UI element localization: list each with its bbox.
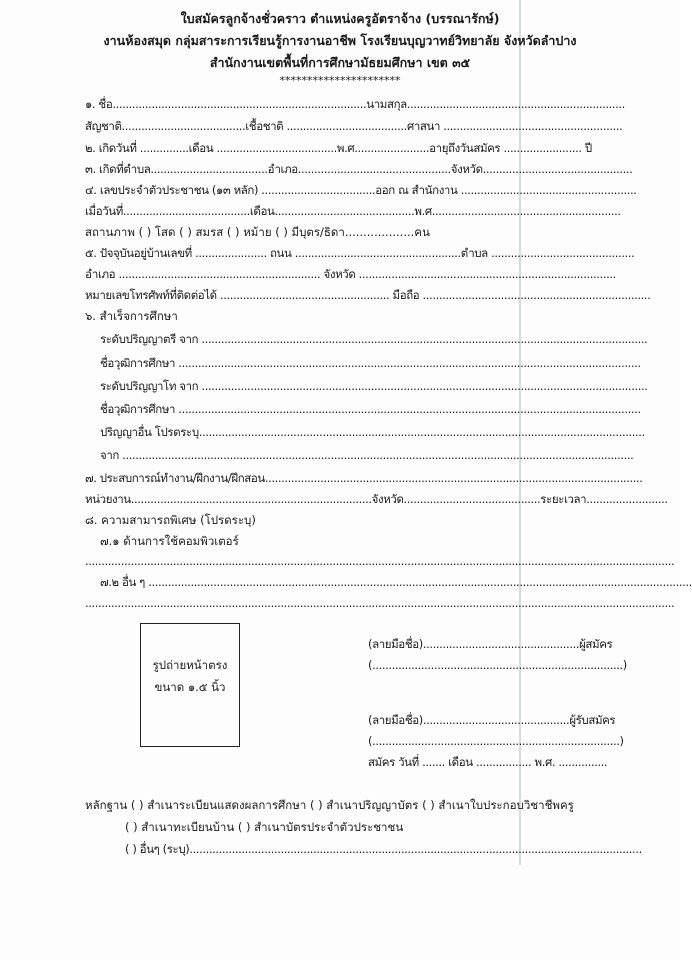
form-office: สำนักงานเขตพื้นที่การศึกษามัธยมศึกษา เขต ๓๕ [209,55,471,70]
id-card-field[interactable]: ๔. เลขประจำตัวประชาชน (๑๓ หลัก) ...................................ออก ณ สำนักงาน ...................................................... [85,183,637,197]
address-field[interactable]: ๕. ปัจจุบันอยู่บ้านเลขที่ ...................... ถนน ...................................................ตำบล ............................................ [85,246,635,260]
district-field[interactable]: อำเภอ .............................................................. จังหวัด ............................................................................... [85,267,616,281]
other-skills-extra-field[interactable]: ..................................................................................................................................................................................... [85,596,675,610]
computer-skills-field[interactable]: ..................................................................................................................................................................................... [85,554,675,568]
special-skills-heading: ๘. ความสามารถพิเศษ (โปรดระบุ) [85,513,256,527]
phone-field[interactable]: หมายเลขโทรศัพท์ที่ติดต่อได้ .................................................... มือถือ ...................................................................... [85,288,651,302]
receiver-signature[interactable]: (ลายมือชื่อ).............................................ผู้รับสมัคร [368,713,616,727]
other-skills-field[interactable]: ๗.๒ อื่น ๆ ....................................................................................................................................................................... [100,575,692,589]
marital-status-field[interactable]: สถานภาพ ( ) โสด ( ) สมรส ( ) หม้าย ( ) มีบุตร/ธิดา...................คน [85,225,430,239]
form-subtitle: งานห้องสมุด กลุ่มสาระการเรียนรู้การงานอาชีพ โรงเรียนบุญวาทย์วิทยาลัย จังหวัดลำปาง [103,33,577,48]
workplace-field[interactable]: หน่วยงาน..........................................................................จังหวัด..........................................ระยะเวลา......................... [85,492,668,506]
applicant-signature[interactable]: (ลายมือชื่อ)................................................ผู้สมัคร [368,637,613,651]
other-degree-field[interactable]: ปริญญาอื่น โปรดระบุ......................................................................................................................................... [100,425,645,439]
name-field[interactable]: ๑. ชื่อ..............................................................................นามสกุล................................................................... [85,97,625,111]
master-degree-field[interactable]: ชื่อวุฒิการศึกษา .............................................................................................................................................. [100,402,641,416]
receiver-printed-name[interactable]: (............................................................................) [368,734,624,748]
birthplace-field[interactable]: ๓. เกิดที่ตำบล....................................อำเภอ...............................................จังหวัด.............................................. [85,162,633,176]
evidence-line-1[interactable]: หลักฐาน ( ) สำเนาระเบียนแสดงผลการศึกษา ( ) สำเนาปริญญาบัตร ( ) สำเนาใบประกอบวิชาชีพครู [85,798,574,812]
experience-field[interactable]: ๗. ประสบการณ์ทำงาน/ฝึกงาน/ฝึกสอน.................................................................................................................... [85,471,643,485]
application-date[interactable]: สมัคร วันที่ ....... เดือน ................. พ.ศ. ............... [368,755,608,769]
evidence-line-3[interactable]: ( ) อื่นๆ (ระบุ)........................................................................................................................................... [125,842,642,856]
stars-divider: ********************** [279,74,401,87]
birthdate-field[interactable]: ๒. เกิดวันที่ ...............เดือน .....................................พ.ศ.......................อายุถึงวันสมัคร ........................ ปี [85,141,592,155]
issue-date-field[interactable]: เมื่อวันที่.......................................เดือน...........................................พ.ศ.......................................................... [85,204,621,218]
education-heading: ๖. สำเร็จการศึกษา [85,309,178,323]
photo-label-2: ขนาด ๑.๕ นิ้ว [154,680,226,694]
applicant-printed-name[interactable]: (.............................................................................) [368,658,627,672]
nationality-field[interactable]: สัญชาติ......................................เชื้อชาติ .....................................ศาสนา ....................................................... [85,119,623,133]
bachelor-field[interactable]: ระดับปริญญาตรี จาก ......................................................................................................................................... [100,332,648,346]
other-degree-from-field[interactable]: จาก ............................................................................................................................................................. [100,448,634,462]
photo-box [140,623,240,747]
computer-skills-label: ๗.๑ ด้านการใช้คอมพิวเตอร์ [100,534,239,548]
photo-label-1: รูปถ่ายหน้าตรง [152,658,228,672]
master-field[interactable]: ระดับปริญญาโท จาก ......................................................................................................................................... [100,379,648,393]
form-title: ใบสมัครลูกจ้างชั่วคราว ตำแหน่งครูอัตราจ้าง (บรรณารักษ์) [180,11,500,26]
bachelor-degree-field[interactable]: ชื่อวุฒิการศึกษา .............................................................................................................................................. [100,356,641,370]
evidence-line-2[interactable]: ( ) สำเนาทะเบียนบ้าน ( ) สำเนาบัตรประจำตัวประชาชน [125,820,404,834]
